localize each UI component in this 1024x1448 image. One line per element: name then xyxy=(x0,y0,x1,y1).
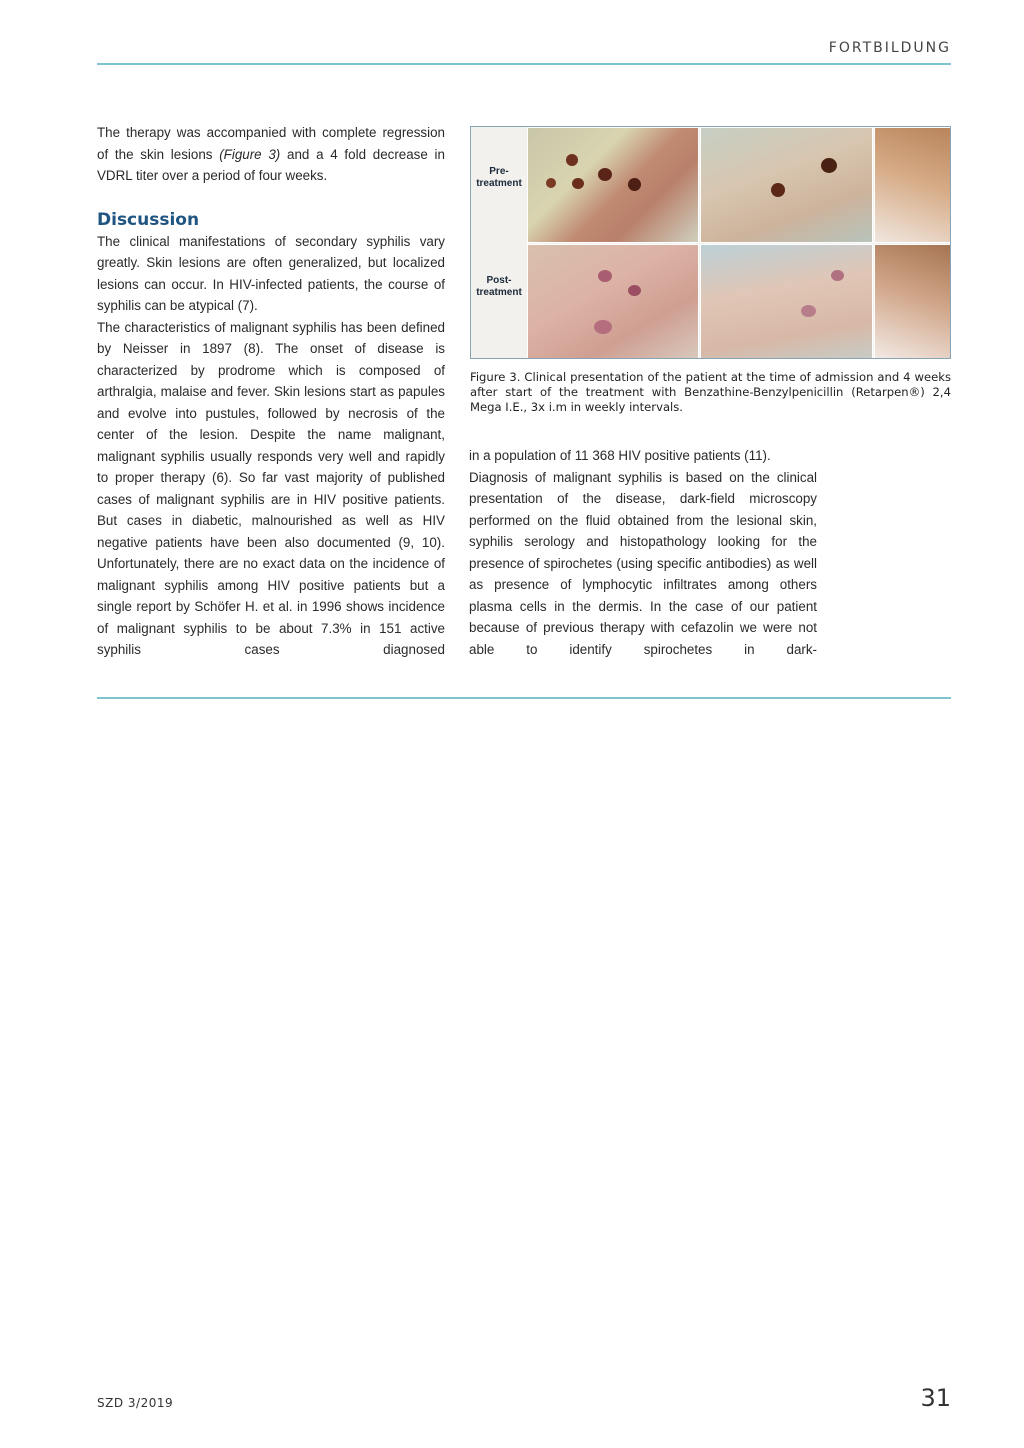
discussion-paragraph-1: The clinical manifestations of secondary syphilis vary greatly. Skin lesions are often generalized, but localized lesions can occur. In HIV-infected patients, the course of syphilis can be atypical (7). xyxy=(97,233,445,313)
post-treatment-label: Post-treatment xyxy=(476,275,522,298)
photo-pre-scalp xyxy=(874,127,951,243)
discussion-paragraph-2: The characteristics of malignant syphilis has been defined by Neisser in 1897 (8). The onset of disease is characterized by prodrome which is composed of arthralgia, malaise and fever. Skin lesions start as papules and evolve into pustules, followed by necrosis of the center of the lesion. Despite the name malignant, malignant syphilis usually responds very well and rapidly to proper therapy (6). So far vast majority of published cases of malignant syphilis are in HIV positive patients. But cases in diabetic, malnourished as well as HIV negative patients have been also documented (9, 10). Unfortunately, there are no exact data on the incidence of malignant syphilis among HIV positive patients but a single report by Schöfer H. et al. in 1996 shows incidence of malignant syphilis to be about 7.3% in 151 active syphilis cases diagnosed xyxy=(97,319,445,657)
photo-pre-leg xyxy=(700,127,873,243)
left-column xyxy=(97,122,445,661)
right-column xyxy=(469,445,817,660)
discussion-heading: Discussion xyxy=(97,209,200,230)
pre-treatment-label: Pre-treatment xyxy=(476,166,522,189)
intro-paragraph: The therapy was accompanied with complete regression of the skin lesions (Figure 3) and a 4 fold decrease in VDRL titer over a period of four weeks. xyxy=(97,125,445,183)
right-paragraph-1: in a population of 11 368 HIV positive patients (11). xyxy=(469,448,771,463)
photo-post-leg xyxy=(700,244,873,359)
figure-reference: (Figure 3) xyxy=(219,146,281,162)
page-number: 31 xyxy=(920,1384,951,1412)
photo-pre-arm xyxy=(527,127,699,243)
clinical-figure xyxy=(470,126,951,359)
right-paragraph-2: Diagnosis of malignant syphilis is based on the clinical presentation of the disease, dark-field microscopy performed on the fluid obtained from the lesional skin, syphilis serology and histopathology looking for the presence of spirochetes (using specific antibodies) as well as presence of lymphocytic infiltrates among others plasma cells in the dermis. In the case of our patient because of previous therapy with cefazolin we were not able to identify spirochetes in dark- xyxy=(469,469,817,657)
journal-issue: SZD 3/2019 xyxy=(97,1396,174,1410)
header-divider xyxy=(97,63,951,65)
section-header: FORTBILDUNG xyxy=(828,40,951,56)
photo-post-arm xyxy=(527,244,699,359)
footer-divider xyxy=(97,697,951,699)
photo-post-scalp xyxy=(874,244,951,359)
figure-caption: Figure 3. Clinical presentation of the patient at the time of admission and 4 weeks after start of the treatment with Benzathine-Benzylpenicillin (Retarpen®) 2,4 Mega I.E., 3x i.m in weekly intervals. xyxy=(470,370,951,414)
